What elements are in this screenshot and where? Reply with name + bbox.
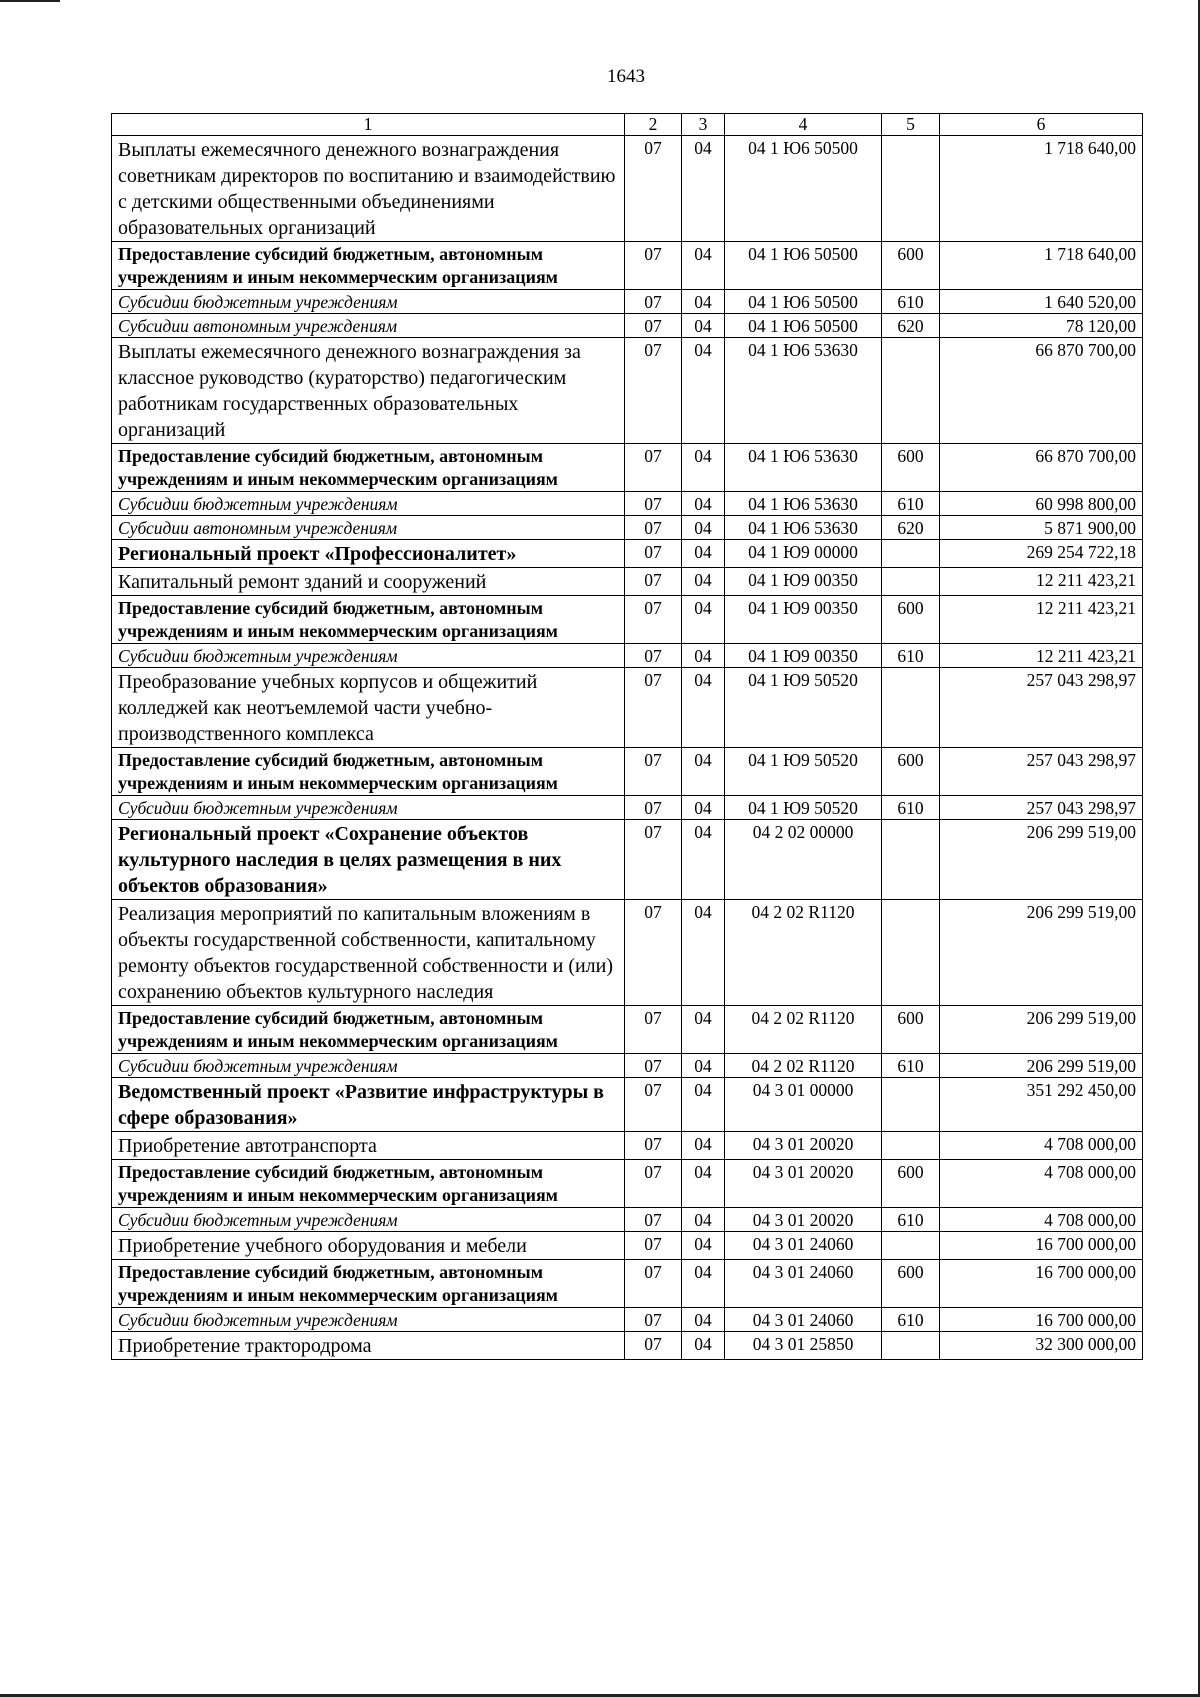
- row-amount: 257 043 298,97: [940, 748, 1143, 796]
- header-cell-6: 6: [940, 114, 1143, 136]
- row-target-article-code: 04 3 01 20020: [725, 1132, 882, 1160]
- row-expense-type-code: [882, 568, 940, 596]
- row-amount: 16 700 000,00: [940, 1232, 1143, 1260]
- row-section-code: 07: [625, 1208, 682, 1232]
- row-amount: 32 300 000,00: [940, 1332, 1143, 1360]
- table-row: [112, 338, 1143, 444]
- row-target-article-code: 04 1 Ю6 50500: [725, 242, 882, 290]
- row-amount: 60 998 800,00: [940, 492, 1143, 516]
- row-target-article-code: 04 1 Ю9 50520: [725, 796, 882, 820]
- table-row: [112, 1006, 1143, 1054]
- row-amount: 66 870 700,00: [940, 444, 1143, 492]
- row-name-cell: Субсидии автономным учреждениям: [112, 516, 625, 540]
- row-name-cell: Приобретение автотранспорта: [112, 1132, 625, 1160]
- row-amount: 5 871 900,00: [940, 516, 1143, 540]
- table-row: [112, 242, 1143, 290]
- row-subsection-code: 04: [682, 1232, 725, 1260]
- table-row: [112, 1232, 1143, 1260]
- row-amount: 206 299 519,00: [940, 820, 1143, 900]
- table-row: [112, 1054, 1143, 1078]
- row-amount: 66 870 700,00: [940, 338, 1143, 444]
- table-header-row: [112, 114, 1143, 136]
- row-section-code: 07: [625, 314, 682, 338]
- row-expense-type-code: [882, 1078, 940, 1132]
- row-target-article-code: 04 1 Ю9 00350: [725, 596, 882, 644]
- row-amount: 4 708 000,00: [940, 1132, 1143, 1160]
- row-expense-type-code: 610: [882, 1308, 940, 1332]
- row-amount: 206 299 519,00: [940, 1054, 1143, 1078]
- header-cell-4: 4: [725, 114, 882, 136]
- row-name-cell: Субсидии бюджетным учреждениям: [112, 1054, 625, 1078]
- row-amount: 257 043 298,97: [940, 668, 1143, 748]
- row-section-code: 07: [625, 1132, 682, 1160]
- row-expense-type-code: 620: [882, 314, 940, 338]
- row-expense-type-code: 600: [882, 444, 940, 492]
- row-subsection-code: 04: [682, 290, 725, 314]
- row-section-code: 07: [625, 492, 682, 516]
- row-name-cell: Предоставление субсидий бюджетным, автономным учреждениям и иным некоммерческим организациям: [112, 444, 625, 492]
- table-row: [112, 492, 1143, 516]
- row-expense-type-code: 610: [882, 492, 940, 516]
- row-target-article-code: 04 3 01 24060: [725, 1232, 882, 1260]
- row-subsection-code: 04: [682, 596, 725, 644]
- row-section-code: 07: [625, 1232, 682, 1260]
- row-name-cell: Региональный проект «Сохранение объектов культурного наследия в целях размещения в них объектов образования»: [112, 820, 625, 900]
- row-name-cell: Капитальный ремонт зданий и сооружений: [112, 568, 625, 596]
- row-section-code: 07: [625, 644, 682, 668]
- row-subsection-code: 04: [682, 900, 725, 1006]
- row-target-article-code: 04 1 Ю9 00350: [725, 568, 882, 596]
- row-section-code: 07: [625, 596, 682, 644]
- row-subsection-code: 04: [682, 644, 725, 668]
- row-expense-type-code: 600: [882, 242, 940, 290]
- row-name-cell: Субсидии бюджетным учреждениям: [112, 1208, 625, 1232]
- row-amount: 78 120,00: [940, 314, 1143, 338]
- row-name-cell: Субсидии автономным учреждениям: [112, 314, 625, 338]
- row-section-code: 07: [625, 820, 682, 900]
- row-name-cell: Региональный проект «Профессионалитет»: [112, 540, 625, 568]
- row-amount: 257 043 298,97: [940, 796, 1143, 820]
- row-amount: 16 700 000,00: [940, 1260, 1143, 1308]
- budget-table-body: [112, 114, 1143, 1360]
- row-name-cell: Ведомственный проект «Развитие инфраструктуры в сфере образования»: [112, 1078, 625, 1132]
- row-subsection-code: 04: [682, 1332, 725, 1360]
- row-name-cell: Субсидии бюджетным учреждениям: [112, 1308, 625, 1332]
- row-expense-type-code: 600: [882, 748, 940, 796]
- scan-edge-top: [0, 0, 60, 2]
- row-target-article-code: 04 2 02 R1120: [725, 900, 882, 1006]
- header-cell-2: 2: [625, 114, 682, 136]
- row-amount: 16 700 000,00: [940, 1308, 1143, 1332]
- row-name-cell: Приобретение трактородрома: [112, 1332, 625, 1360]
- row-subsection-code: 04: [682, 136, 725, 242]
- row-target-article-code: 04 3 01 25850: [725, 1332, 882, 1360]
- row-expense-type-code: 600: [882, 1006, 940, 1054]
- row-target-article-code: 04 1 Ю6 53630: [725, 338, 882, 444]
- row-expense-type-code: [882, 338, 940, 444]
- row-expense-type-code: 610: [882, 644, 940, 668]
- row-expense-type-code: [882, 540, 940, 568]
- row-target-article-code: 04 3 01 20020: [725, 1208, 882, 1232]
- row-section-code: 07: [625, 568, 682, 596]
- table-row: [112, 644, 1143, 668]
- row-section-code: 07: [625, 900, 682, 1006]
- row-subsection-code: 04: [682, 1160, 725, 1208]
- row-expense-type-code: [882, 136, 940, 242]
- row-expense-type-code: 600: [882, 596, 940, 644]
- row-expense-type-code: [882, 668, 940, 748]
- row-name-cell: Субсидии бюджетным учреждениям: [112, 492, 625, 516]
- row-target-article-code: 04 3 01 24060: [725, 1308, 882, 1332]
- row-section-code: 07: [625, 290, 682, 314]
- table-row: [112, 1308, 1143, 1332]
- row-section-code: 07: [625, 136, 682, 242]
- row-target-article-code: 04 1 Ю6 50500: [725, 314, 882, 338]
- row-name-cell: Предоставление субсидий бюджетным, автономным учреждениям и иным некоммерческим организациям: [112, 596, 625, 644]
- row-subsection-code: 04: [682, 492, 725, 516]
- row-subsection-code: 04: [682, 1132, 725, 1160]
- row-target-article-code: 04 1 Ю6 50500: [725, 136, 882, 242]
- row-subsection-code: 04: [682, 1078, 725, 1132]
- row-subsection-code: 04: [682, 338, 725, 444]
- row-amount: 1 718 640,00: [940, 136, 1143, 242]
- row-subsection-code: 04: [682, 1308, 725, 1332]
- row-expense-type-code: [882, 1132, 940, 1160]
- row-subsection-code: 04: [682, 314, 725, 338]
- row-subsection-code: 04: [682, 1260, 725, 1308]
- table-row: [112, 748, 1143, 796]
- row-target-article-code: 04 1 Ю9 00000: [725, 540, 882, 568]
- row-section-code: 07: [625, 540, 682, 568]
- row-subsection-code: 04: [682, 796, 725, 820]
- page-number: 1643: [607, 66, 645, 87]
- row-target-article-code: 04 1 Ю6 53630: [725, 516, 882, 540]
- row-name-cell: Субсидии бюджетным учреждениям: [112, 796, 625, 820]
- row-name-cell: Выплаты ежемесячного денежного вознаграждения советникам директоров по воспитанию и взаимодействию с детскими общественными объединениями образовательных организаций: [112, 136, 625, 242]
- row-section-code: 07: [625, 796, 682, 820]
- header-cell-5: 5: [882, 114, 940, 136]
- row-target-article-code: 04 1 Ю9 50520: [725, 668, 882, 748]
- row-section-code: 07: [625, 668, 682, 748]
- row-subsection-code: 04: [682, 668, 725, 748]
- row-target-article-code: 04 3 01 20020: [725, 1160, 882, 1208]
- row-subsection-code: 04: [682, 568, 725, 596]
- row-target-article-code: 04 1 Ю6 50500: [725, 290, 882, 314]
- row-section-code: 07: [625, 1308, 682, 1332]
- row-section-code: 07: [625, 1054, 682, 1078]
- row-section-code: 07: [625, 516, 682, 540]
- row-subsection-code: 04: [682, 1054, 725, 1078]
- row-subsection-code: 04: [682, 242, 725, 290]
- table-row: [112, 540, 1143, 568]
- row-amount: 12 211 423,21: [940, 644, 1143, 668]
- table-row: [112, 568, 1143, 596]
- header-cell-3: 3: [682, 114, 725, 136]
- row-amount: 1 640 520,00: [940, 290, 1143, 314]
- row-name-cell: Предоставление субсидий бюджетным, автономным учреждениям и иным некоммерческим организациям: [112, 748, 625, 796]
- row-target-article-code: 04 1 Ю6 53630: [725, 444, 882, 492]
- table-row: [112, 668, 1143, 748]
- row-amount: 12 211 423,21: [940, 596, 1143, 644]
- row-section-code: 07: [625, 338, 682, 444]
- row-target-article-code: 04 2 02 R1120: [725, 1054, 882, 1078]
- row-expense-type-code: 610: [882, 796, 940, 820]
- row-section-code: 07: [625, 1260, 682, 1308]
- row-amount: 4 708 000,00: [940, 1160, 1143, 1208]
- row-target-article-code: 04 3 01 24060: [725, 1260, 882, 1308]
- table-row: [112, 1208, 1143, 1232]
- row-subsection-code: 04: [682, 1006, 725, 1054]
- row-expense-type-code: 620: [882, 516, 940, 540]
- row-name-cell: Приобретение учебного оборудования и мебели: [112, 1232, 625, 1260]
- row-expense-type-code: 600: [882, 1160, 940, 1208]
- row-name-cell: Выплаты ежемесячного денежного вознаграждения за классное руководство (кураторство) педагогическим работникам государственных образовательных организаций: [112, 338, 625, 444]
- row-target-article-code: 04 2 02 R1120: [725, 1006, 882, 1054]
- row-name-cell: Предоставление субсидий бюджетным, автономным учреждениям и иным некоммерческим организациям: [112, 242, 625, 290]
- row-name-cell: Субсидии бюджетным учреждениям: [112, 644, 625, 668]
- table-row: [112, 314, 1143, 338]
- row-amount: 1 718 640,00: [940, 242, 1143, 290]
- row-target-article-code: 04 2 02 00000: [725, 820, 882, 900]
- row-subsection-code: 04: [682, 516, 725, 540]
- row-expense-type-code: [882, 900, 940, 1006]
- row-section-code: 07: [625, 444, 682, 492]
- row-expense-type-code: 600: [882, 1260, 940, 1308]
- table-row: [112, 136, 1143, 242]
- row-name-cell: Субсидии бюджетным учреждениям: [112, 290, 625, 314]
- row-amount: 4 708 000,00: [940, 1208, 1143, 1232]
- row-target-article-code: 04 1 Ю6 53630: [725, 492, 882, 516]
- row-section-code: 07: [625, 1078, 682, 1132]
- table-row: [112, 596, 1143, 644]
- row-name-cell: Предоставление субсидий бюджетным, автономным учреждениям и иным некоммерческим организациям: [112, 1006, 625, 1054]
- table-row: [112, 1078, 1143, 1132]
- table-row: [112, 796, 1143, 820]
- budget-table: [111, 113, 1143, 1360]
- row-name-cell: Реализация мероприятий по капитальным вложениям в объекты государственной собственности, капитальному ремонту объектов государственной собственности и (или) сохранению объектов культурного наследия: [112, 900, 625, 1006]
- row-section-code: 07: [625, 748, 682, 796]
- table-row: [112, 820, 1143, 900]
- table-row: [112, 1132, 1143, 1160]
- row-amount: 206 299 519,00: [940, 1006, 1143, 1054]
- table-row: [112, 444, 1143, 492]
- row-expense-type-code: 610: [882, 1208, 940, 1232]
- table-row: [112, 1160, 1143, 1208]
- row-section-code: 07: [625, 1160, 682, 1208]
- header-cell-1: 1: [112, 114, 625, 136]
- row-section-code: 07: [625, 242, 682, 290]
- row-subsection-code: 04: [682, 540, 725, 568]
- row-subsection-code: 04: [682, 444, 725, 492]
- table-row: [112, 290, 1143, 314]
- row-target-article-code: 04 1 Ю9 50520: [725, 748, 882, 796]
- row-name-cell: Предоставление субсидий бюджетным, автономным учреждениям и иным некоммерческим организациям: [112, 1160, 625, 1208]
- row-expense-type-code: 610: [882, 1054, 940, 1078]
- row-target-article-code: 04 3 01 00000: [725, 1078, 882, 1132]
- row-section-code: 07: [625, 1006, 682, 1054]
- row-amount: 12 211 423,21: [940, 568, 1143, 596]
- row-amount: 269 254 722,18: [940, 540, 1143, 568]
- table-row: [112, 1332, 1143, 1360]
- row-name-cell: Предоставление субсидий бюджетным, автономным учреждениям и иным некоммерческим организациям: [112, 1260, 625, 1308]
- row-target-article-code: 04 1 Ю9 00350: [725, 644, 882, 668]
- table-row: [112, 1260, 1143, 1308]
- row-section-code: 07: [625, 1332, 682, 1360]
- row-expense-type-code: [882, 1332, 940, 1360]
- row-subsection-code: 04: [682, 748, 725, 796]
- row-subsection-code: 04: [682, 820, 725, 900]
- row-subsection-code: 04: [682, 1208, 725, 1232]
- table-row: [112, 516, 1143, 540]
- row-amount: 206 299 519,00: [940, 900, 1143, 1006]
- row-expense-type-code: [882, 1232, 940, 1260]
- row-expense-type-code: 610: [882, 290, 940, 314]
- row-amount: 351 292 450,00: [940, 1078, 1143, 1132]
- row-expense-type-code: [882, 820, 940, 900]
- row-name-cell: Преобразование учебных корпусов и общежитий колледжей как неотъемлемой части учебно-производственного комплекса: [112, 668, 625, 748]
- table-row: [112, 900, 1143, 1006]
